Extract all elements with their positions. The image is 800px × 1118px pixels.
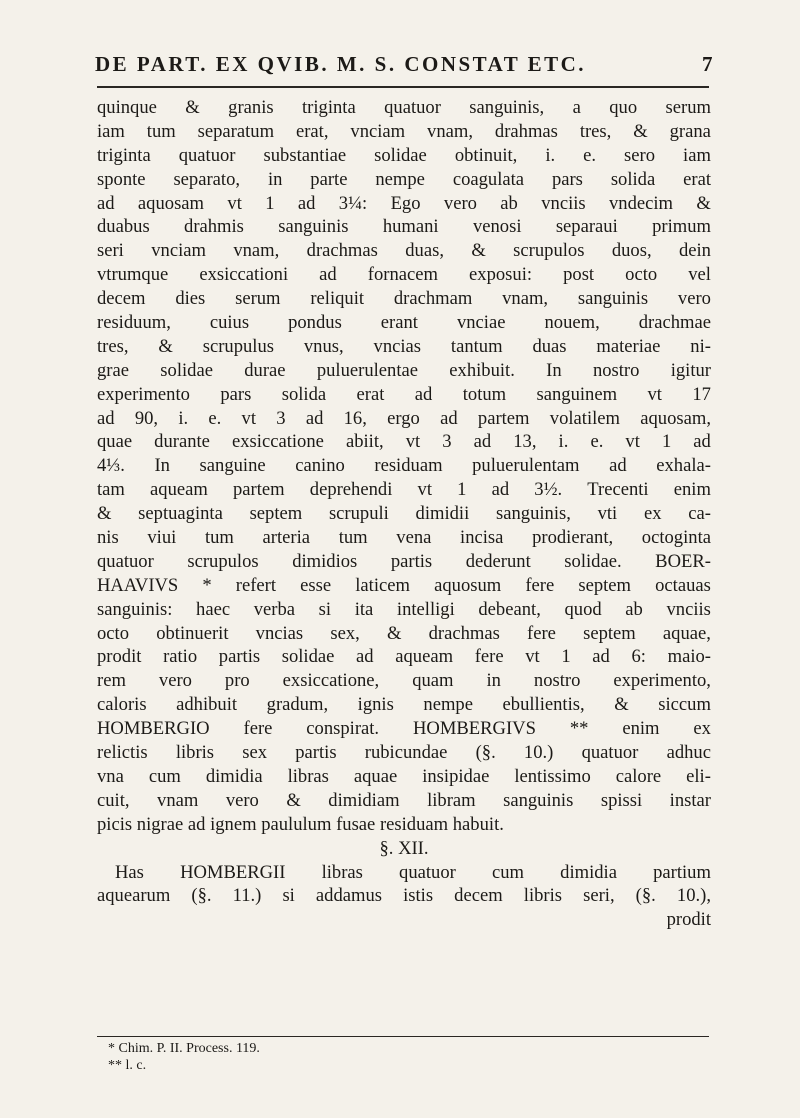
text-line: prodit ratio partis solidae ad aqueam fere vt 1 ad 6: maio- bbox=[97, 646, 711, 668]
running-header bbox=[95, 52, 715, 77]
footnote-rule bbox=[97, 1036, 709, 1037]
text-line: 4⅓. In sanguine canino residuam puluerulentam ad exhala- bbox=[97, 455, 711, 477]
text-line: ad 90, i. e. vt 3 ad 16, ergo ad partem volatilem aquosam, bbox=[97, 407, 711, 429]
text-line: decem dies serum reliquit drachmam vnam, sanguinis vero bbox=[97, 288, 711, 310]
text-line: triginta quatuor substantiae solidae obtinuit, i. e. sero iam bbox=[97, 144, 711, 166]
text-line: ad aquosam vt 1 ad 3¼: Ego vero ab vnciis vndecim & bbox=[97, 192, 711, 214]
text-line: aquearum (§. 11.) si addamus istis decem libris seri, (§. 10.), bbox=[97, 885, 711, 907]
text-line: sponte separato, in parte nempe coagulata pars solida erat bbox=[97, 168, 711, 190]
text-line: experimento pars solida erat ad totum sanguinem vt 17 bbox=[97, 383, 711, 405]
text-line: quae durante exsiccatione abiit, vt 3 ad 13, i. e. vt 1 ad bbox=[97, 431, 711, 453]
text-line: Has HOMBERGII libras quatuor cum dimidia partium bbox=[115, 861, 711, 883]
text-line: tres, & scrupulus vnus, vncias tantum duas materiae ni- bbox=[97, 335, 711, 357]
page-number: 7 bbox=[702, 52, 715, 76]
text-line: grae solidae durae puluerulentae exhibuit. In nostro igitur bbox=[97, 359, 711, 381]
text-line: relictis libris sex partis rubicundae (§. 10.) quatuor adhuc bbox=[97, 742, 711, 764]
text-line: HOMBERGIO fere conspirat. HOMBERGIVS ** enim ex bbox=[97, 718, 711, 740]
catchword: prodit bbox=[666, 909, 711, 931]
text-line: cuit, vnam vero & dimidiam libram sanguinis spissi instar bbox=[97, 789, 711, 811]
footnotes bbox=[108, 1040, 260, 1074]
text-line: duabus drahmis sanguinis humani venosi separaui primum bbox=[97, 216, 711, 238]
text-line: sanguinis: haec verba si ita intelligi debeant, quod ab vnciis bbox=[97, 598, 711, 620]
section-heading: §. XII. bbox=[379, 837, 429, 859]
text-line: iam tum separatum erat, vnciam vnam, drahmas tres, & grana bbox=[97, 120, 711, 142]
text-line: quatuor scrupulos dimidios partis dederunt solidae. BOER- bbox=[97, 550, 711, 572]
text-line: octo obtinuerit vncias sex, & drachmas fere septem aquae, bbox=[97, 622, 711, 644]
footnote: * Chim. P. II. Process. 119. bbox=[108, 1041, 260, 1056]
footnote: ** l. c. bbox=[108, 1058, 147, 1073]
main-text bbox=[97, 96, 711, 932]
text-line: rem vero pro exsiccatione, quam in nostro experimento, bbox=[97, 670, 711, 692]
text-line: seri vnciam vnam, drachmas duas, & scrupulos duos, dein bbox=[97, 240, 711, 262]
text-line: quinque & granis triginta quatuor sanguinis, a quo serum bbox=[97, 97, 711, 118]
text-line: tam aqueam partem deprehendi vt 1 ad 3½. Trecenti enim bbox=[97, 479, 711, 501]
text-line: HAAVIVS * refert esse laticem aquosum fere septem octauas bbox=[97, 574, 711, 596]
text-line: vna cum dimidia libras aquae insipidae lentissimo calore eli- bbox=[97, 765, 711, 787]
text-line: residuum, cuius pondus erant vnciae nouem, drachmae bbox=[97, 312, 711, 334]
text-line: vtrumque exsiccationi ad fornacem exposui: post octo vel bbox=[97, 264, 711, 286]
text-line: & septuaginta septem scrupuli dimidii sanguinis, vti ex ca- bbox=[97, 503, 711, 525]
text-line: nis viui tum arteria tum vena incisa prodierant, octoginta bbox=[97, 527, 711, 549]
text-line: picis nigrae ad ignem paululum fusae residuam habuit. bbox=[97, 813, 504, 835]
text-line: caloris adhibuit gradum, ignis nempe ebullientis, & siccum bbox=[97, 694, 711, 716]
running-title: DE PART. EX QVIB. M. S. CONSTAT ETC. bbox=[95, 52, 587, 76]
header-rule bbox=[97, 86, 709, 88]
